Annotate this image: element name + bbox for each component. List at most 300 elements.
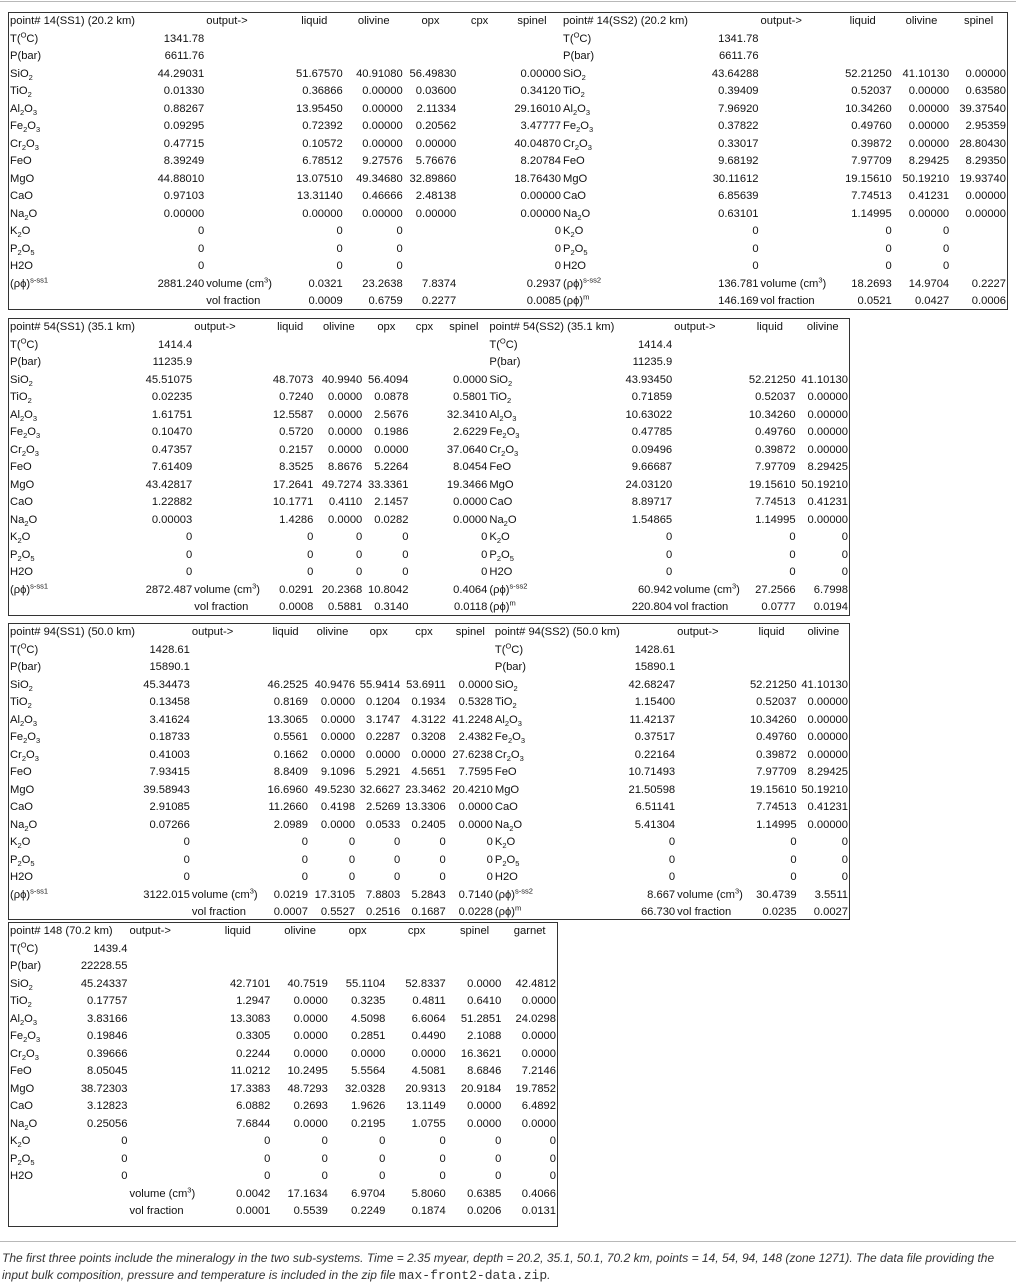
volume-label (205, 276, 285, 294)
caption-text: The first three points include the mineralogy in the two sub-systems. Time = 2.35 myear, depth = 20.2, 35.1, 50.1, 70.2 km, points = 14, 54, 94, 148 (zone 1271). The data file providing the input bulk composition, pressure and temperature is included in the zip file (2, 1251, 995, 1282)
phase-value: 0.00000 (965, 190, 1006, 202)
oxide-sub: 2 (502, 858, 507, 868)
oxide-name-2: O (580, 120, 589, 132)
vol-fraction-value: 0.0131 (521, 1205, 556, 1217)
volume-value: 5.8060 (411, 1187, 446, 1200)
temperature-value: 1414.4 (637, 338, 673, 351)
bulk-value: 7.61409 (151, 461, 193, 473)
oxide-label (9, 372, 136, 390)
volume-value: 0.2227 (971, 277, 1006, 290)
phase-value: 0 (789, 531, 796, 543)
bulk-value: 0.71859 (631, 391, 673, 403)
oxide-label (9, 1011, 63, 1029)
bulk-value: 0 (183, 853, 190, 866)
bulk-value: 0 (198, 225, 205, 237)
bulk-value: 0 (198, 260, 205, 272)
phase-value: 10.1771 (272, 496, 314, 508)
rho-phi-sup: s-ss1 (30, 275, 49, 284)
oxide-row (9, 171, 1007, 189)
oxide-label (9, 258, 136, 276)
phase-value: 0 (495, 1170, 502, 1182)
volume-value: 27.2566 (755, 583, 796, 596)
phase-value: 11.0212 (230, 1065, 271, 1077)
blank-cell (191, 659, 262, 677)
phase-value: 0 (439, 853, 446, 866)
volume-value: 6.9704 (351, 1187, 386, 1200)
oxide-name: H2O (10, 871, 34, 883)
blank-cell (833, 48, 893, 66)
phase-value: 0 (336, 225, 343, 237)
phase-header: spinel (517, 15, 547, 27)
volume-label-close: ) (822, 277, 827, 290)
oxide-name: Fe (489, 426, 503, 438)
temperature-value: 1428.61 (149, 643, 190, 656)
oxide-sub-2: 5 (30, 553, 35, 563)
blank-cell (447, 958, 503, 976)
phase-value: 0 (495, 1152, 502, 1165)
top-rule (0, 1, 1016, 2)
vol-fraction-value: 0.0427 (914, 295, 950, 307)
oxide-name: K (10, 836, 18, 848)
blank-cell (409, 337, 439, 355)
phase-value: 1.14995 (851, 207, 892, 220)
blank-cell (798, 642, 849, 660)
oxide-sub: 2 (513, 683, 518, 693)
temperature-value: 1341.78 (718, 32, 759, 45)
oxide-label (9, 764, 136, 782)
phase-value (409, 424, 439, 442)
bulk-value: 0 (121, 1170, 128, 1182)
phase-value: 0 (402, 548, 409, 561)
blank-cell (266, 337, 314, 355)
vol-fraction-value: 0.0777 (761, 601, 796, 613)
phase-value: 0 (942, 225, 950, 237)
phase-header: olivine (806, 321, 839, 333)
pressure-label (9, 659, 136, 677)
volume-value: 0.0042 (236, 1187, 271, 1200)
pressure-label (494, 659, 621, 677)
phase-value: 0.0000 (453, 373, 488, 386)
oxide-name: SiO (10, 977, 29, 990)
phase-value: 0 (439, 836, 446, 848)
oxide-row (9, 407, 849, 425)
oxide-name: P (10, 1152, 18, 1165)
blank-cell (128, 993, 204, 1011)
blank-cell (676, 747, 745, 765)
blank-cell (743, 354, 796, 372)
phase-value: 0.2405 (411, 818, 446, 831)
blank-cell (205, 101, 285, 119)
oxide-row (9, 729, 849, 747)
blank-cell (128, 1011, 204, 1029)
phase-value: 13.07510 (296, 172, 343, 185)
phase-value: 19.15610 (748, 478, 796, 491)
oxide-name-2: O (510, 748, 520, 761)
phase-value: 0 (790, 853, 797, 866)
oxide-sub-2: 3 (32, 1017, 37, 1027)
bulk-value: 3.83166 (87, 1012, 128, 1025)
oxide-label (9, 459, 136, 477)
phase-value: 0 (841, 531, 848, 543)
volume-value: 7.8374 (421, 277, 457, 290)
vol-fraction-value: 0.0228 (458, 906, 493, 918)
oxide-label (9, 188, 136, 206)
blank-cell (314, 337, 363, 355)
density-label (9, 276, 136, 294)
oxide-label (488, 389, 615, 407)
vol-fraction-value: 0.5881 (328, 601, 363, 613)
blank-cell (136, 293, 205, 311)
blank-cell (193, 442, 266, 460)
phase-value: 9.1096 (320, 766, 356, 778)
phase-value: 0.2287 (366, 731, 401, 743)
temperature-row (9, 337, 849, 355)
oxide-sub: 2 (17, 1157, 22, 1167)
vol-fraction-value: 0.0008 (279, 601, 314, 613)
oxide-row (9, 512, 849, 530)
phase-value (409, 442, 439, 460)
blank-cell (128, 1151, 204, 1169)
oxide-name: CaO (10, 496, 34, 508)
phase-header: cpx (415, 321, 434, 333)
header-row (9, 319, 849, 337)
phase-value: 8.29350 (965, 155, 1006, 167)
phase-value: 0 (439, 1135, 446, 1147)
volume-label-close: ) (268, 277, 272, 290)
oxide-label (562, 241, 689, 259)
volume-value: 30.4739 (756, 888, 797, 901)
blank-cell (673, 407, 743, 425)
blank-cell (9, 293, 136, 311)
oxide-row (9, 993, 557, 1011)
blank-cell (676, 642, 745, 660)
blank-cell (746, 659, 798, 677)
phase-header: cpx (407, 925, 426, 937)
oxide-name: MgO (10, 1082, 35, 1095)
oxide-row (9, 118, 1007, 136)
phase-value: 41.2248 (452, 713, 493, 726)
volume-label-text: volume (cm (206, 277, 265, 290)
blank-cell (191, 764, 262, 782)
phase-value: 48.7073 (272, 373, 314, 386)
oxide-label (9, 1133, 63, 1151)
oxide-label (494, 729, 621, 747)
phase-value: 7.74513 (851, 190, 892, 202)
oxide-sub-2: 3 (35, 125, 41, 135)
oxide-sub-2: 5 (515, 858, 520, 868)
volume-row (9, 582, 849, 600)
oxide-row (9, 1081, 557, 1099)
phase-value: 0.49760 (851, 120, 892, 132)
oxide-name: TiO (10, 696, 28, 708)
phase-value: 32.0328 (344, 1082, 386, 1095)
oxide-label (494, 834, 621, 852)
oxide-name: CaO (10, 801, 34, 813)
oxide-row (9, 494, 849, 512)
bulk-value: 0.41003 (149, 748, 190, 761)
bulk-value: 0.00000 (163, 207, 205, 220)
oxide-name-2: O (506, 853, 516, 866)
phase-value: 29.16010 (514, 102, 561, 115)
volume-value (409, 582, 439, 600)
header-row (9, 13, 1007, 31)
phase-header: olivine (807, 626, 840, 638)
phase-value: 8.8676 (328, 461, 363, 473)
phase-value: 2.1088 (467, 1030, 502, 1042)
phase-value: 0.2851 (351, 1030, 386, 1042)
phase-value: 0 (321, 1135, 328, 1147)
oxide-row (9, 66, 1007, 84)
blank-cell (760, 258, 833, 276)
oxide-name-2: O (501, 531, 510, 543)
oxide-sub: 2 (19, 1017, 25, 1027)
oxide-label (562, 153, 689, 171)
volume-value: 0.0219 (273, 888, 308, 901)
oxide-name-2: O (501, 548, 510, 561)
oxide-row (9, 834, 849, 852)
phase-value: 0 (841, 871, 848, 883)
phase-value: 0.4811 (412, 995, 446, 1007)
phase-value: 0.39872 (756, 748, 797, 761)
volume-label-sup: 3 (818, 275, 823, 284)
blank-cell (615, 319, 673, 337)
oxide-label (494, 817, 621, 835)
phase-value: 0.4198 (320, 801, 356, 813)
phase-value: 0 (885, 225, 892, 237)
phase-value: 3.1747 (366, 713, 401, 726)
blank-cell (760, 101, 833, 119)
blank-cell (673, 564, 743, 582)
phase-value: 0 (402, 531, 409, 543)
data-table (9, 923, 557, 1221)
oxide-row (9, 424, 849, 442)
volume-label-sup: 3 (252, 581, 257, 590)
volume-row (9, 1186, 557, 1204)
bulk-value: 9.68192 (718, 155, 759, 167)
blank-cell (502, 941, 557, 959)
oxide-sub: 2 (21, 142, 26, 152)
phase-value (404, 223, 457, 241)
phase-value: 0.0000 (453, 513, 488, 526)
phase-header: opx (377, 321, 396, 333)
oxide-name-2: O (21, 531, 31, 543)
phase-value: 0.00000 (965, 207, 1006, 220)
phase-value: 0.52037 (756, 696, 797, 708)
phase-value: 0 (841, 853, 848, 866)
oxide-name: Na (10, 1117, 25, 1130)
oxide-sub: 2 (24, 823, 29, 833)
caption-rule (0, 1241, 1016, 1242)
phase-header: olivine (316, 626, 349, 638)
phase-value (457, 258, 502, 276)
density-value: 2872.487 (145, 583, 193, 596)
phase-value: 40.9476 (314, 678, 356, 691)
bulk-value: 0 (668, 871, 676, 883)
vol-fraction-value: 0.2249 (351, 1205, 386, 1217)
phase-value: 8.8409 (273, 766, 308, 778)
phase-value: 0 (402, 566, 409, 578)
vol-fraction-value: 0.0235 (762, 906, 797, 918)
t-label-post: C) (26, 942, 39, 955)
oxide-name-2: O (577, 102, 586, 115)
blank-cell (205, 241, 285, 259)
oxide-label (562, 136, 689, 154)
oxide-name: Fe (494, 731, 508, 743)
volume-value: 0.0321 (308, 277, 343, 290)
oxide-sub: 2 (28, 378, 33, 388)
volume-label-text: volume (cm (760, 277, 819, 290)
data-table (9, 13, 1007, 311)
oxide-name-2: O (28, 207, 38, 220)
blank-cell (893, 48, 950, 66)
volume-value: 0.2937 (526, 277, 561, 290)
phase-value: 0 (481, 531, 488, 543)
density-label (488, 582, 615, 600)
blank-cell (676, 729, 745, 747)
blank-cell (673, 547, 743, 565)
oxide-name: K (10, 1135, 18, 1147)
phase-value: 1.14995 (756, 818, 797, 831)
oxide-name: Al (10, 713, 20, 726)
blank-cell (191, 712, 262, 730)
oxide-row (9, 564, 849, 582)
phase-value: 10.2495 (287, 1065, 328, 1077)
blank-cell (128, 1168, 204, 1186)
oxide-name: Cr (10, 1047, 22, 1060)
oxide-name: Na (563, 207, 578, 220)
blank-cell (760, 153, 833, 171)
oxide-label (9, 101, 136, 119)
phase-value: 10.34260 (845, 102, 892, 115)
density-value: 136.781 (718, 277, 759, 290)
oxide-sub: 2 (572, 107, 578, 117)
phase-value: 23.3462 (405, 783, 446, 796)
blank-cell (833, 31, 893, 49)
bulk-value: 42.68247 (628, 678, 676, 691)
oxide-name: Fe (563, 120, 577, 132)
oxide-sub: 2 (27, 701, 32, 711)
blank-cell (193, 372, 266, 390)
oxide-sub: 2 (570, 247, 575, 257)
blank-cell (193, 564, 266, 582)
oxide-name: Fe (10, 426, 24, 438)
blank-cell (447, 659, 494, 677)
blank-cell (205, 188, 285, 206)
oxide-row (9, 547, 849, 565)
vol-fraction-value: 0.2277 (421, 295, 457, 307)
blank-cell (136, 319, 193, 337)
oxide-name: K (563, 225, 571, 237)
phase-value (457, 83, 502, 101)
point-title: point# 14(SS2) (20.2 km) (563, 15, 688, 27)
oxide-sub: 2 (24, 518, 29, 528)
output-label: output-> (677, 626, 719, 638)
oxide-label (9, 817, 136, 835)
blank-cell (760, 83, 833, 101)
blank-cell (502, 958, 557, 976)
oxide-sub: 2 (27, 396, 32, 406)
phase-value: 0 (396, 242, 403, 255)
phase-value: 7.97709 (851, 155, 892, 167)
pressure-value: 11235.9 (152, 356, 193, 368)
oxide-name: K (489, 531, 497, 543)
oxide-label (9, 976, 63, 994)
phase-value: 0.6410 (467, 995, 502, 1007)
oxide-label (9, 407, 136, 425)
temperature-value: 1428.61 (634, 643, 676, 656)
phase-value: 0.0000 (320, 818, 356, 831)
blank-cell (191, 642, 262, 660)
phase-value: 2.4382 (458, 731, 493, 743)
t-label-pre: T( (489, 338, 500, 351)
oxide-row (9, 241, 1007, 259)
oxide-name-2: O (513, 818, 523, 831)
blank-cell (502, 48, 562, 66)
volume-value: 20.2368 (321, 583, 363, 596)
oxide-sub: 2 (17, 230, 22, 240)
oxide-name: Al (10, 1012, 20, 1025)
phase-value: 2.5269 (366, 801, 401, 813)
blank-cell (760, 223, 833, 241)
blank-cell (950, 48, 1007, 66)
oxide-label (9, 677, 136, 695)
blank-cell (676, 869, 745, 887)
phase-value: 50.19210 (801, 783, 848, 796)
phase-value: 50.19210 (902, 172, 950, 185)
phase-value: 0 (841, 566, 848, 578)
phase-value: 0 (379, 1152, 386, 1165)
phase-value: 2.95359 (965, 120, 1006, 132)
oxide-name: TiO (10, 995, 28, 1007)
phase-value: 0 (554, 242, 561, 255)
oxide-name-2: O (25, 748, 35, 761)
oxide-name-2: O (24, 102, 33, 115)
oxide-row (9, 747, 849, 765)
phase-value: 6.4892 (521, 1100, 556, 1112)
phase-value: 0 (942, 260, 950, 272)
phase-value: 0.0282 (374, 513, 409, 526)
phase-value: 0.00000 (807, 731, 848, 743)
bulk-value: 0.37822 (718, 120, 759, 132)
temperature-label (9, 941, 63, 959)
t-label-sup: O (505, 641, 512, 650)
oxide-sub: 2 (580, 90, 585, 100)
t-label-sup: O (499, 336, 506, 345)
rho-phi-label: (ρϕ) (10, 583, 31, 596)
phase-value: 52.21250 (749, 678, 797, 691)
oxide-sub: 2 (570, 230, 575, 240)
oxide-name: CaO (494, 801, 518, 813)
oxide-row (9, 677, 849, 695)
bulk-value: 0.39666 (87, 1047, 128, 1060)
p-label: P(bar) (563, 50, 595, 62)
blank-cell (797, 337, 849, 355)
oxide-sub: 2 (504, 718, 509, 728)
phase-value (409, 407, 439, 425)
rho-phi-label: (ρϕ) (489, 601, 510, 613)
vol-fraction-value (457, 293, 502, 311)
phase-value: 16.3621 (460, 1047, 502, 1060)
blank-cell (191, 782, 262, 800)
bulk-value: 8.89717 (631, 496, 673, 508)
oxide-name: MgO (10, 172, 35, 185)
rho-phi-label: (ρϕ) (489, 583, 510, 596)
phase-value: 13.3306 (405, 801, 446, 813)
oxide-label (9, 564, 136, 582)
temperature-row (9, 31, 1007, 49)
oxide-label (488, 512, 615, 530)
oxide-sub: 2 (21, 753, 26, 763)
